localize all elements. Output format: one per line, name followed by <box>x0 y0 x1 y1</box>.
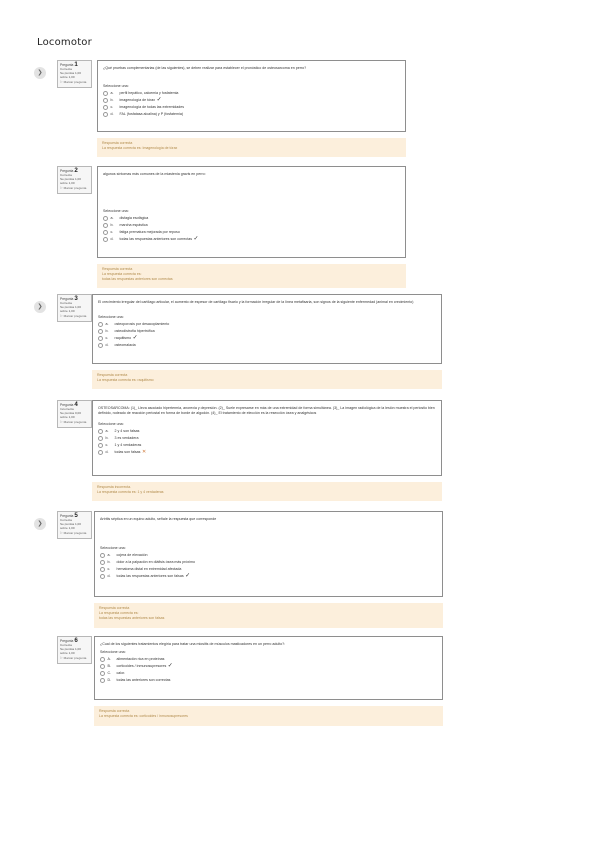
answer-option[interactable] <box>100 566 438 573</box>
feedback-box <box>92 482 442 501</box>
option-text: raquitismo <box>114 336 132 340</box>
answer-option[interactable] <box>100 677 438 684</box>
feedback-line: todas las respuestas anteriores son correctas <box>102 276 173 281</box>
radio-button[interactable] <box>103 237 108 242</box>
option-letter: A. <box>107 657 111 661</box>
radio-button[interactable] <box>100 657 105 662</box>
question-text: El crecimiento irregular del cartílago articular, el aumento de espesor de cartílago fisario y la formación irregular de la línea metafisaria, son signos de la siguiente enfermedad (animal en crecimiento) <box>98 300 414 304</box>
question-info <box>57 294 92 322</box>
option-text: disfagia esofágica <box>119 216 149 220</box>
option-text: osteomalacia <box>114 343 136 347</box>
answer-option[interactable] <box>98 321 437 328</box>
question-label: Pregunta <box>60 639 74 643</box>
flag-icon: ⚐ <box>60 420 63 425</box>
feedback-line: La respuesta correcta es: raquitismo <box>97 377 154 382</box>
question-label: Pregunta <box>60 403 74 407</box>
chevron-right-icon[interactable]: ❯ <box>34 518 46 530</box>
question-number: 3 <box>74 295 78 302</box>
option-letter: a. <box>110 216 114 220</box>
feedback-box <box>97 138 406 157</box>
radio-button[interactable] <box>103 98 108 103</box>
radio-button[interactable] <box>103 230 108 235</box>
question-score: Se puntúa 1,00 sobre 1,00 <box>60 647 81 656</box>
flag-question-link[interactable] <box>60 420 89 424</box>
question-number: 4 <box>74 401 78 408</box>
feedback-line: Respuesta correcta <box>99 606 130 610</box>
flag-question-link[interactable] <box>60 656 89 660</box>
answer-option[interactable] <box>98 428 437 435</box>
radio-button[interactable] <box>98 329 103 334</box>
feedback-box <box>97 264 406 288</box>
option-letter: d. <box>105 450 109 454</box>
answer-option[interactable] <box>98 442 437 449</box>
question-text: OSTEOSARCOMA: (1)_ Lleva asociado hipertermia, anorexia y depresión. (2)_ Suele expresarse en más de una extremidad de forma simultánea. (3)_ La imagen radiológica de la lesión muestra el periostio bien definido, rodeado de reacción periostal en forma de borde de algodón. (4)_ El tratamiento de elección es la resección ósea y analgésicos <box>98 406 435 415</box>
option-letter: d. <box>110 112 114 116</box>
option-letter: a. <box>105 322 109 326</box>
answer-option[interactable] <box>100 552 438 559</box>
page-title: Locomotor <box>37 37 92 48</box>
option-text: imagenología de tórax <box>119 98 156 102</box>
flag-question-link[interactable] <box>60 314 89 318</box>
radio-button[interactable] <box>98 429 103 434</box>
radio-button[interactable] <box>98 443 103 448</box>
feedback-line: Respuesta correcta <box>102 141 133 145</box>
chevron-right-icon[interactable]: ❯ <box>34 301 46 313</box>
option-letter: B. <box>107 664 111 668</box>
option-letter: d. <box>107 574 111 578</box>
checkmark-icon: ✓ <box>156 97 162 103</box>
flag-icon: ⚐ <box>60 314 63 319</box>
feedback-line: Respuesta correcta <box>99 709 130 713</box>
option-text: hematoma distal en extremidad afectada <box>116 567 182 571</box>
question-content <box>92 294 442 364</box>
option-letter: c. <box>110 105 114 109</box>
question-content <box>97 60 406 132</box>
radio-button[interactable] <box>103 91 108 96</box>
feedback-box <box>94 706 443 726</box>
option-text: dolor a la palpación en diáfisis ósea más próximo <box>116 560 196 564</box>
answer-option[interactable] <box>103 236 401 243</box>
flag-question-link[interactable] <box>60 80 89 84</box>
question-score: Se puntúa 0,00 sobre 1,00 <box>60 411 81 420</box>
question-number: 5 <box>74 512 78 519</box>
option-text: 1 y 4 verdaderas <box>114 443 142 447</box>
radio-button[interactable] <box>100 678 105 683</box>
option-letter: b. <box>110 98 114 102</box>
flag-icon: ⚐ <box>60 80 63 85</box>
answer-option[interactable] <box>98 342 437 349</box>
checkmark-icon: ✓ <box>132 335 138 341</box>
radio-button[interactable] <box>98 336 103 341</box>
option-text: calor. <box>116 671 126 675</box>
flag-icon: ⚐ <box>60 531 63 536</box>
flag-label: Marcar pregunta <box>63 531 87 536</box>
checkmark-icon: ✓ <box>167 663 173 669</box>
question-text: ¿Cual de los siguientes tratamientos elegiría para tratar una miositis de músculos masticadores en un perro adulto?: <box>100 642 286 646</box>
question-content <box>92 400 442 476</box>
flag-label: Marcar pregunta <box>63 186 87 191</box>
option-text: todas las respuestas anteriores son falsas <box>116 574 184 578</box>
question-status: Correcta <box>60 643 72 648</box>
checkmark-icon: ✓ <box>193 236 199 242</box>
option-text: FAL (fosfatasa alcalina) y P (fosfatemia) <box>119 112 184 116</box>
question-text: ¿Qué pruebas complementarias (de las siguientes), se deben realizar para establecer el pronóstico de osteosarcoma en perro? <box>103 66 307 70</box>
feedback-line: Respuesta incorrecta. <box>97 485 132 489</box>
answer-option[interactable] <box>100 663 438 670</box>
feedback-line: La respuesta correcta es: <box>99 610 139 615</box>
answer-option[interactable] <box>103 111 401 118</box>
question-label: Pregunta <box>60 169 74 173</box>
question-score: Se puntúa 1,00 sobre 1,00 <box>60 71 81 80</box>
radio-button[interactable] <box>100 671 105 676</box>
answer-option[interactable] <box>103 229 401 236</box>
radio-button[interactable] <box>103 216 108 221</box>
feedback-box <box>92 370 442 389</box>
question-status: Correcta <box>60 67 72 72</box>
option-letter: c. <box>110 230 114 234</box>
answer-prompt: Seleccione una: <box>98 315 124 319</box>
option-text: osteoporosis por desacoplamiento <box>114 322 170 326</box>
answer-option[interactable] <box>100 656 438 663</box>
radio-button[interactable] <box>100 560 105 565</box>
option-text: alimentación rica en proteínas <box>116 657 165 661</box>
option-letter: b. <box>105 436 109 440</box>
flag-label: Marcar pregunta <box>63 80 87 85</box>
question-info <box>57 400 92 428</box>
option-text: marcha espástica <box>119 223 148 227</box>
radio-button[interactable] <box>103 105 108 110</box>
feedback-line: La respuesta correcta es: Imagenología de tórax <box>102 145 178 150</box>
answer-prompt: Seleccione una: <box>100 546 126 550</box>
radio-button[interactable] <box>100 567 105 572</box>
answer-prompt: Seleccione una: <box>98 422 124 426</box>
feedback-line: La respuesta correcta es: <box>102 271 142 276</box>
feedback-line: todas las respuestas anteriores son falsas <box>99 615 165 620</box>
option-text: osteodistrofia hipertrófica <box>114 329 155 333</box>
question-status: Correcta <box>60 173 72 178</box>
answer-prompt: Seleccione una: <box>100 650 126 654</box>
answer-option[interactable] <box>98 328 437 335</box>
question-number: 6 <box>74 637 78 644</box>
option-letter: a. <box>105 429 109 433</box>
question-label: Pregunta <box>60 297 74 301</box>
question-content <box>94 636 443 700</box>
answer-option[interactable] <box>103 90 401 97</box>
option-letter: d. <box>105 343 109 347</box>
question-content <box>94 511 443 597</box>
option-letter: c. <box>105 336 109 340</box>
answer-option[interactable] <box>98 449 437 456</box>
answer-option[interactable] <box>100 670 438 677</box>
option-letter: c. <box>107 567 111 571</box>
flag-question-link[interactable] <box>60 531 89 535</box>
option-text: todas son falsas <box>114 450 141 454</box>
option-letter: b. <box>110 223 114 227</box>
answer-option[interactable] <box>103 222 401 229</box>
question-text: algunos síntomas más comunes de la miastenia gravis en perro: <box>103 172 206 176</box>
flag-label: Marcar pregunta <box>63 420 87 425</box>
answer-prompt: Seleccione una: <box>103 209 129 213</box>
option-letter: D. <box>107 678 112 682</box>
option-text: 3 es verdadera <box>114 436 139 440</box>
feedback-line: La respuesta correcta es: corticoides / inmunosupresores <box>99 713 188 718</box>
checkmark-icon: ✓ <box>185 573 191 579</box>
radio-button[interactable] <box>100 574 105 579</box>
answer-prompt: Seleccione una: <box>103 84 129 88</box>
question-info <box>57 166 92 194</box>
question-score: Se puntúa 1,00 sobre 1,00 <box>60 177 81 186</box>
option-text: perfil hepático, calcemia y fosfatemia <box>119 91 179 95</box>
answer-option[interactable] <box>100 559 438 566</box>
option-text: cojera de elevación <box>116 553 148 557</box>
option-text: imagenología de todas las extremidades <box>119 105 185 109</box>
answer-option[interactable] <box>98 335 437 342</box>
option-text: todas las anteriores son correctas <box>116 678 171 682</box>
option-letter: b. <box>105 329 109 333</box>
question-number: 1 <box>74 61 78 68</box>
radio-button[interactable] <box>98 343 103 348</box>
question-label: Pregunta <box>60 63 74 67</box>
question-text: Artritis séptica en un equino adulto, señale la respuesta que corresponde <box>100 517 217 521</box>
flag-label: Marcar pregunta <box>63 314 87 319</box>
radio-button[interactable] <box>100 553 105 558</box>
option-letter: a. <box>107 553 111 557</box>
question-status: Correcta <box>60 518 72 523</box>
feedback-line: Respuesta correcta <box>97 373 128 377</box>
question-score: Se puntúa 1,00 sobre 1,00 <box>60 522 81 531</box>
option-letter: c. <box>105 443 109 447</box>
option-letter: a. <box>110 91 114 95</box>
question-status: Incorrecta <box>60 407 74 412</box>
feedback-line: La respuesta correcta es: 1 y 4 verdaderas <box>97 489 164 494</box>
answer-option[interactable] <box>98 435 437 442</box>
option-letter: b. <box>107 560 111 564</box>
option-letter: d. <box>110 237 114 241</box>
feedback-line: Respuesta correcta <box>102 267 133 271</box>
flag-label: Marcar pregunta <box>63 656 87 661</box>
question-info <box>57 636 92 664</box>
radio-button[interactable] <box>98 322 103 327</box>
chevron-right-icon[interactable]: ❯ <box>34 67 46 79</box>
radio-button[interactable] <box>98 450 103 455</box>
question-label: Pregunta <box>60 514 74 518</box>
option-text: corticoides / inmunosupresores <box>116 664 167 668</box>
option-letter: C. <box>107 671 112 675</box>
option-text: todas las respuestas anteriores son correctas <box>119 237 193 241</box>
radio-button[interactable] <box>100 664 105 669</box>
feedback-box <box>94 603 443 628</box>
option-text: 2 y 4 son falsas <box>114 429 140 433</box>
question-status: Correcta <box>60 301 72 306</box>
question-content <box>97 166 406 258</box>
cross-icon: ✕ <box>141 449 147 455</box>
flag-question-link[interactable] <box>60 186 89 190</box>
answer-option[interactable] <box>103 104 401 111</box>
flag-icon: ⚐ <box>60 656 63 661</box>
option-text: fatiga prematura mejorada por reposo <box>119 230 180 234</box>
radio-button[interactable] <box>103 112 108 117</box>
answer-option[interactable] <box>100 573 438 580</box>
answer-option[interactable] <box>103 215 401 222</box>
radio-button[interactable] <box>103 223 108 228</box>
radio-button[interactable] <box>98 436 103 441</box>
answer-option[interactable] <box>103 97 401 104</box>
question-score: Se puntúa 1,00 sobre 1,00 <box>60 305 81 314</box>
question-info <box>57 60 92 88</box>
flag-icon: ⚐ <box>60 186 63 191</box>
question-number: 2 <box>74 167 78 174</box>
question-info <box>57 511 92 539</box>
